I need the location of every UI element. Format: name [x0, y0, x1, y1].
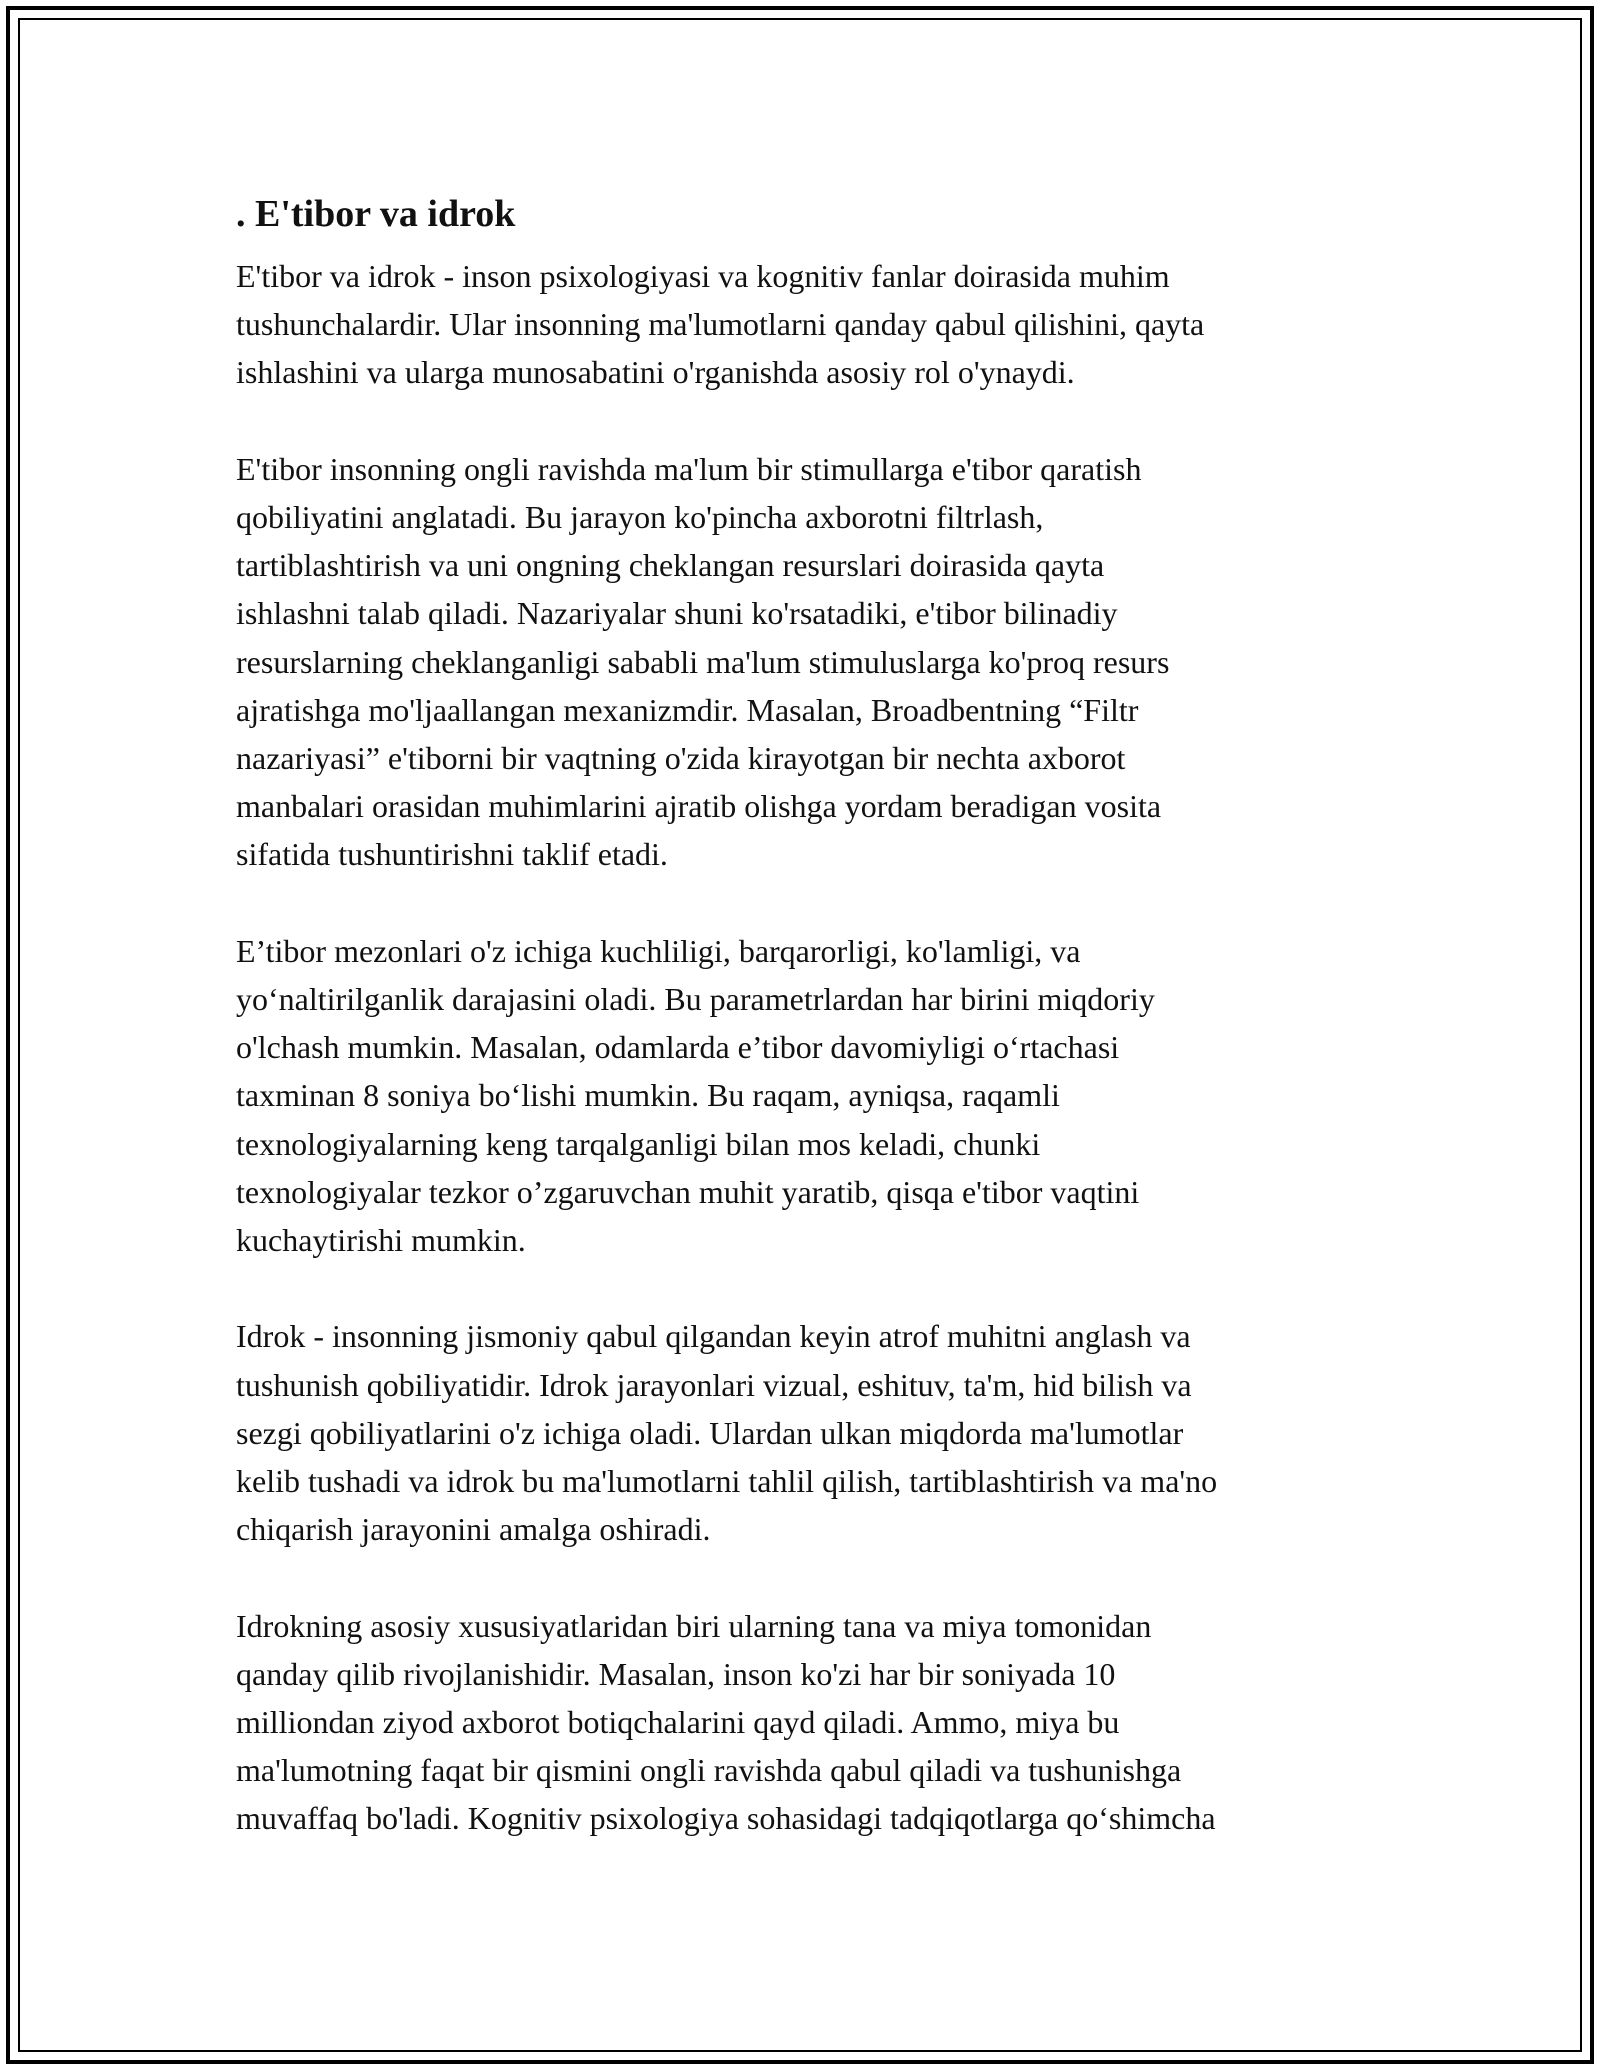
- text-line: E'tibor insonning ongli ravishda ma'lum bir stimullarga e'tibor qaratish: [236, 450, 1142, 487]
- text-line: ishlashni talab qiladi. Nazariyalar shuni ko'rsatadiki, e'tibor bilinadiy: [236, 595, 1118, 632]
- paragraph-4: [236, 1312, 1376, 1553]
- text-line: texnologiyalar tezkor o’zgaruvchan muhit yaratib, qisqa e'tibor vaqtini: [236, 1173, 1140, 1210]
- text-line: kelib tushadi va idrok bu ma'lumotlarni tahlil qilish, tartiblashtirish va ma'no: [236, 1463, 1218, 1500]
- text-line: ajratishga mo'ljaallangan mexanizmdir. Masalan, Broadbentning “Filtr: [236, 691, 1139, 728]
- paragraph-5: [236, 1602, 1376, 1843]
- text-line: nazariyasi” e'tiborni bir vaqtning o'zida kirayotgan bir nechta axborot: [236, 740, 1126, 777]
- text-line: milliondan ziyod axborot botiqchalarini qayd qiladi. Ammo, miya bu: [236, 1704, 1120, 1741]
- text-line: qobiliyatini anglatadi. Bu jarayon ko'pincha axborotni filtrlash,: [236, 499, 1044, 535]
- section-heading: . E'tibor va idrok: [236, 193, 516, 235]
- text-line: muvaffaq bo'ladi. Kognitiv psixologiya sohasidagi tadqiqotlarga qo‘shimcha: [236, 1800, 1216, 1837]
- text-line: E'tibor va idrok - inson psixologiyasi va kognitiv fanlar doirasida muhim: [236, 258, 1170, 294]
- text-line: o'lchash mumkin. Masalan, odamlarda e’tibor davomiyligi o‘rtachasi: [236, 1029, 1120, 1066]
- text-line: tushunish qobiliyatidir. Idrok jarayonlari vizual, eshituv, ta'm, hid bilish va: [236, 1366, 1192, 1403]
- paragraph-1: [236, 252, 1376, 397]
- paragraph-2: [236, 445, 1376, 879]
- text-line: resurslarning cheklanganligi sababli ma'lum stimuluslarga ko'proq resurs: [236, 643, 1170, 680]
- text-line: kuchaytirishi mumkin.: [236, 1222, 526, 1259]
- text-line: manbalari orasidan muhimlarini ajratib olishga yordam beradigan vosita: [236, 788, 1162, 825]
- text-line: E’tibor mezonlari o'z ichiga kuchliligi, barqarorligi, ko'lamligi, va: [236, 932, 1081, 969]
- text-line: ishlashini va ularga munosabatini o'rganishda asosiy rol o'ynaydi.: [236, 354, 1075, 391]
- text-line: taxminan 8 soniya bo‘lishi mumkin. Bu raqam, ayniqsa, raqamli: [236, 1077, 1060, 1114]
- text-line: tartiblashtirish va uni ongning cheklangan resurslari doirasida qayta: [236, 547, 1105, 584]
- text-line: chiqarish jarayonini amalga oshiradi.: [236, 1511, 711, 1548]
- text-line: sezgi qobiliyatlarini o'z ichiga oladi. Ulardan ulkan miqdorda ma'lumotlar: [236, 1414, 1184, 1451]
- paragraph-3: [236, 927, 1376, 1264]
- text-line: qanday qilib rivojlanishidir. Masalan, inson ko'zi har bir soniyada 10: [236, 1655, 1116, 1692]
- text-line: Idrok - insonning jismoniy qabul qilgandan keyin atrof muhitni anglash va: [236, 1318, 1191, 1355]
- text-line: ma'lumotning faqat bir qismini ongli ravishda qabul qiladi va tushunishga: [236, 1752, 1182, 1789]
- text-line: Idrokning asosiy xususiyatlaridan biri ularning tana va miya tomonidan: [236, 1607, 1152, 1644]
- text-line: sifatida tushuntirishni taklif etadi.: [236, 836, 668, 873]
- document-body: [236, 186, 1376, 1891]
- text-line: tushunchalardir. Ular insonning ma'lumotlarni qanday qabul qilishini, qayta: [236, 306, 1205, 343]
- text-line: texnologiyalarning keng tarqalganligi bilan mos keladi, chunki: [236, 1125, 1041, 1162]
- text-line: yo‘naltirilganlik darajasini oladi. Bu parametrlardan har birini miqdoriy: [236, 981, 1155, 1018]
